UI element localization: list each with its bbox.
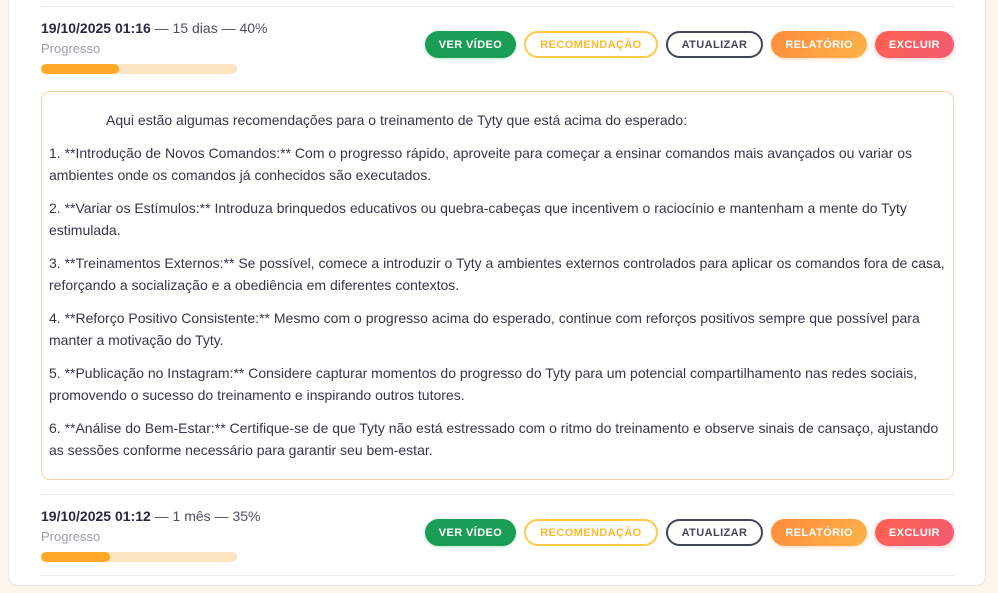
- entry-info: [41, 20, 361, 74]
- entry-date: 19/10/2025 01:16: [41, 20, 151, 36]
- training-entry: [41, 494, 954, 576]
- training-sessions-card: [8, 0, 986, 586]
- recommendation-paragraph: 6. **Análise do Bem-Estar:** Certifique-se de que Tyty não está estressado com o ritmo do treinamento e observe sinais de cansaço, ajustando as sessões conforme necessário para garantir seu bem-estar.: [49, 420, 939, 458]
- entry-title: [41, 20, 361, 37]
- progress-label: Progresso: [41, 41, 101, 56]
- entry-title: [41, 508, 361, 525]
- progress-bar: [41, 552, 237, 562]
- recommendation-paragraph: 3. **Treinamentos Externos:** Se possível, comece a introduzir o Tyty a ambientes externos controlados para aplicar os comandos fora de casa, reforçando a socialização e a obediência em diferentes contextos.: [49, 255, 945, 293]
- entry-meta: — 1 mês — 35%: [150, 508, 261, 524]
- recommendation-paragraph: 2. **Variar os Estímulos:** Introduza brinquedos educativos ou quebra-cabeças que incentivem o raciocínio e mantenham a mente do Tyty estimulada.: [49, 200, 907, 238]
- recommendation-paragraph: 4. **Reforço Positivo Consistente:** Mesmo com o progresso acima do esperado, continue com reforços positivos sempre que possível para manter a motivação do Tyty.: [49, 310, 920, 348]
- recommendation-paragraph: Aqui estão algumas recomendações para o treinamento de Tyty que está acima do esperado:: [106, 112, 688, 128]
- entry-date: 19/10/2025 01:12: [41, 508, 151, 524]
- excluir-button[interactable]: EXCLUIR: [875, 31, 954, 58]
- recommendation-paragraph: 1. **Introdução de Novos Comandos:** Com o progresso rápido, aproveite para começar a ensinar comandos mais avançados ou variar os ambientes onde os comandos já conhecidos são executados.: [49, 145, 913, 183]
- relatorio-button[interactable]: RELATÓRIO: [771, 31, 867, 58]
- recommendation-paragraph: 5. **Publicação no Instagram:** Considere capturar momentos do progresso do Tyty para um potencial compartilhamento nas redes sociais, promovendo o sucesso do treinamento e inspirando outros tutores.: [49, 365, 918, 403]
- ver-video-button[interactable]: VER VÍDEO: [425, 519, 517, 546]
- entry-actions: [425, 519, 954, 546]
- excluir-button[interactable]: EXCLUIR: [875, 519, 954, 546]
- ver-video-button[interactable]: VER VÍDEO: [425, 31, 517, 58]
- recommendation-box: [41, 91, 954, 480]
- progress-bar-fill: [41, 64, 119, 74]
- recomendacao-button[interactable]: RECOMENDAÇÃO: [524, 519, 657, 546]
- entry-meta: — 15 dias — 40%: [150, 20, 268, 36]
- progress-bar-fill: [41, 552, 110, 562]
- progress-bar: [41, 64, 237, 74]
- training-entry: [41, 6, 954, 494]
- recomendacao-button[interactable]: RECOMENDAÇÃO: [524, 31, 657, 58]
- atualizar-button[interactable]: ATUALIZAR: [666, 31, 764, 58]
- entry-actions: [425, 31, 954, 58]
- entry-info: [41, 508, 361, 562]
- atualizar-button[interactable]: ATUALIZAR: [666, 519, 764, 546]
- relatorio-button[interactable]: RELATÓRIO: [771, 519, 867, 546]
- progress-label: Progresso: [41, 529, 101, 544]
